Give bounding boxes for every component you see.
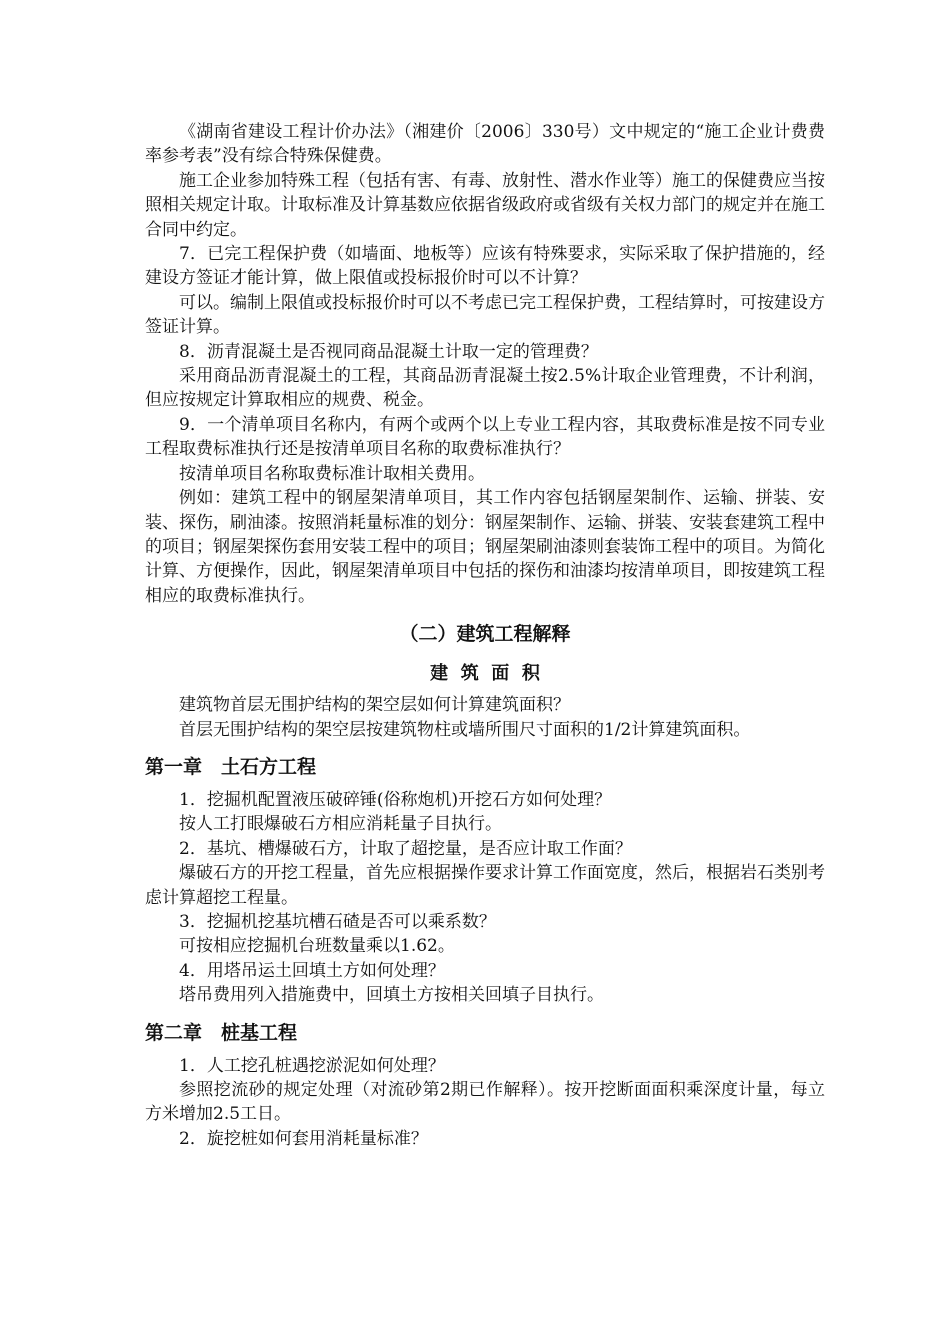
answer-3: 可按相应挖掘机台班数量乘以1.62。 [179,936,455,957]
chapter-1-title: 第一章 土石方工程 [145,755,317,778]
question-4: 4．用塔吊运土回填土方如何处理？ [179,960,445,981]
answer-2: 爆破石方的开挖工程量，首先应根据操作要求计算工作面宽度，然后，根据岩石类别考虑计算超挖工程量。 [145,863,825,908]
answer-1: 参照挖流砂的规定处理（对流砂第2期已作解释）。按开挖断面面积乘深度计量，每立方米增加2.5工日。 [145,1080,825,1125]
question-2: 2．基坑、槽爆破石方，计取了超挖量，是否应计取工作面？ [179,838,632,859]
answer-4: 塔吊费用列入措施费中，回填土方按相关回填子目执行。 [179,985,604,1006]
paragraph: 《湖南省建设工程计价办法》（湘建价〔2006〕330号）文中规定的“施工企业计费费率参考表”没有综合特殊保健费。 [145,122,825,167]
question-1: 1．人工挖孔桩遇挖淤泥如何处理？ [179,1055,445,1076]
answer-7: 可以。编制上限值或投标报价时可以不考虑已完工程保护费，工程结算时，可按建设方签证计算。 [145,292,825,338]
subsection-title: 建筑面积 [430,663,553,685]
answer: 首层无围护结构的架空层按建筑物柱或墙所围尺寸面积的1/2计算建筑面积。 [179,719,751,740]
answer-1: 按人工打眼爆破石方相应消耗量子目执行。 [179,814,502,835]
section-title: （二）建筑工程解释 [399,623,571,646]
document-page [145,120,825,1151]
question-3: 3．挖掘机挖基坑槽石碴是否可以乘系数？ [179,911,496,932]
answer-9: 按清单项目名称取费标准计取相关费用。 [179,463,485,484]
question-1: 1．挖掘机配置液压破碎锤(俗称炮机)开挖石方如何处理？ [179,789,612,810]
question-8: 8．沥青混凝土是否视同商品混凝土计取一定的管理费？ [179,341,598,362]
chapter-2-title: 第二章 桩基工程 [145,1021,298,1044]
question-7: 7．已完工程保护费（如墙面、地板等）应该有特殊要求，实际采取了保护措施的，经建设方签证才能计算，做上限值或投标报价时可以不计算？ [145,244,825,289]
answer-8: 采用商品沥青混凝土的工程，其商品沥青混凝土按2.5%计取企业管理费，不计利润，但应按规定计算取相应的规费、税金。 [145,366,825,411]
example-paragraph: 例如：建筑工程中的钢屋架清单项目，其工作内容包括钢屋架制作、运输、拼装、安装、探伤，刷油漆。按照消耗量标准的划分：钢屋架制作、运输、拼装、安装套建筑工程中的项目；钢屋架探伤套用安装工程中的项目；钢屋架刷油漆则套装饰工程中的项目。为简化计算、方便操作，因此，钢屋架清单项目中包括的探伤和油漆均按清单项目，即按建筑工程相应的取费标准执行。 [145,488,825,606]
question-2: 2．旋挖桩如何套用消耗量标准？ [179,1128,428,1149]
question: 建筑物首层无围护结构的架空层如何计算建筑面积？ [179,695,570,716]
paragraph: 施工企业参加特殊工程（包括有害、有毒、放射性、潜水作业等）施工的保健费应当按照相关规定计取。计取标准及计算基数应依据省级政府或省级有关权力部门的规定并在施工合同中约定。 [145,170,825,240]
question-9: 9．一个清单项目名称内，有两个或两个以上专业工程内容，其取费标准是按不同专业工程取费标准执行还是按清单项目名称的取费标准执行？ [145,414,825,460]
